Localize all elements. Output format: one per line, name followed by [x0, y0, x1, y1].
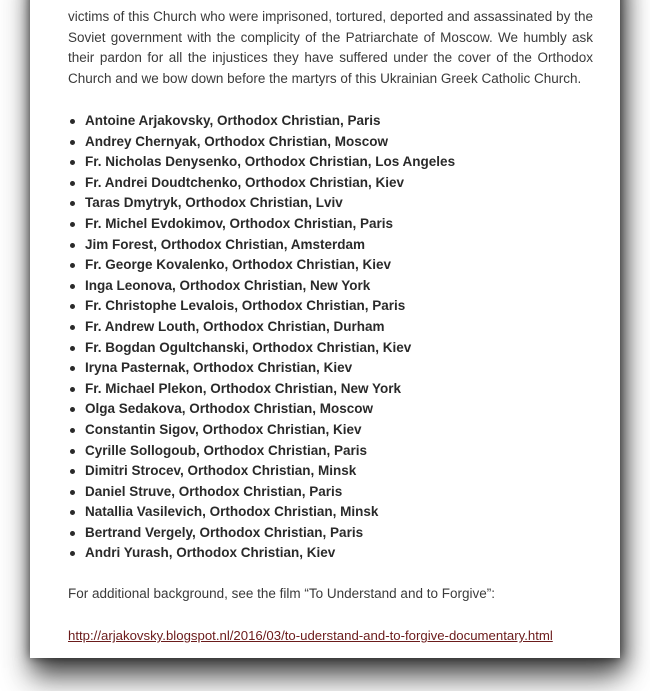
signer-name: Fr. Nicholas Denysenko, Orthodox Christian, Los Angeles — [85, 154, 456, 170]
bullet-icon — [70, 119, 75, 124]
signer-name: Fr. Michael Plekon, Orthodox Christian, New York — [85, 380, 402, 396]
signer-list-item — [68, 235, 593, 256]
signer-name: Fr. Andrew Louth, Orthodox Christian, Durham — [85, 318, 385, 334]
signer-list-item — [68, 111, 593, 132]
film-link[interactable]: http://arjakovsky.blogspot.nl/2016/03/to-uderstand-and-to-forgive-documentary.html — [68, 628, 553, 644]
signer-name: Taras Dmytryk, Orthodox Christian, Lviv — [85, 195, 343, 211]
signer-name: Andri Yurash, Orthodox Christian, Kiev — [85, 545, 336, 561]
signer-list-item — [68, 173, 593, 194]
signer-name: Daniel Struve, Orthodox Christian, Paris — [85, 483, 343, 499]
bullet-icon — [70, 449, 75, 454]
bullet-icon — [70, 243, 75, 248]
signer-list-item — [68, 420, 593, 441]
bullet-icon — [70, 325, 75, 330]
signer-list-item — [68, 193, 593, 214]
signer-name: Andrey Chernyak, Orthodox Christian, Moscow — [85, 133, 389, 149]
bullet-icon — [70, 387, 75, 392]
bullet-icon — [70, 428, 75, 433]
signer-list-item — [68, 317, 593, 338]
intro-paragraph: victims of this Church who were imprisoned, tortured, deported and assassinated by the Soviet government with the complicity of the Patriarchate of Moscow. We humbly ask their pardon for all the injustices they have suffered under the cover of the Orthodox Church and we bow down before the martyrs of this Ukrainian Greek Catholic Church. — [68, 9, 593, 86]
signer-name: Constantin Sigov, Orthodox Christian, Kiev — [85, 421, 362, 437]
signer-name: Fr. George Kovalenko, Orthodox Christian, Kiev — [85, 257, 392, 273]
signer-list-item — [68, 441, 593, 462]
bullet-icon — [70, 366, 75, 371]
signer-list-item — [68, 543, 593, 564]
bullet-icon — [70, 531, 75, 536]
bullet-icon — [70, 140, 75, 145]
signer-list-item — [68, 502, 593, 523]
signer-name: Antoine Arjakovsky, Orthodox Christian, Paris — [85, 113, 381, 128]
signer-name: Fr. Bogdan Ogultchanski, Orthodox Christian, Kiev — [85, 339, 412, 355]
signer-name: Fr. Michel Evdokimov, Orthodox Christian, Paris — [85, 215, 394, 231]
signer-list-item — [68, 255, 593, 276]
signer-list-item — [68, 214, 593, 235]
signer-name: Olga Sedakova, Orthodox Christian, Moscow — [85, 401, 374, 417]
signer-list-item — [68, 276, 593, 297]
signer-name: Fr. Christophe Levalois, Orthodox Christian, Paris — [85, 298, 406, 314]
bullet-icon — [70, 469, 75, 474]
signer-name: Bertrand Vergely, Orthodox Christian, Paris — [85, 524, 364, 540]
bullet-icon — [70, 222, 75, 227]
signer-list-item — [68, 379, 593, 400]
article-content — [68, 0, 593, 646]
bullet-icon — [70, 510, 75, 515]
signer-name: Jim Forest, Orthodox Christian, Amsterdam — [85, 236, 366, 252]
signer-list-item — [68, 152, 593, 173]
bullet-icon — [70, 346, 75, 351]
signer-list-item — [68, 132, 593, 153]
document-page — [30, 0, 620, 658]
bullet-icon — [70, 551, 75, 556]
signer-name: Iryna Pasternak, Orthodox Christian, Kiev — [85, 360, 353, 376]
signer-name: Dimitri Strocev, Orthodox Christian, Minsk — [85, 463, 357, 479]
signer-list-item — [68, 399, 593, 420]
signer-list-item — [68, 482, 593, 503]
signer-name: Cyrille Sollogoub, Orthodox Christian, Paris — [85, 442, 368, 458]
signer-list-item — [68, 338, 593, 359]
signer-name: Inga Leonova, Orthodox Christian, New York — [85, 277, 371, 293]
signer-list-item — [68, 523, 593, 544]
signer-name: Natallia Vasilevich, Orthodox Christian, Minsk — [85, 504, 379, 520]
signer-list-item — [68, 358, 593, 379]
bullet-icon — [70, 407, 75, 412]
bullet-icon — [70, 284, 75, 289]
signer-list-item — [68, 461, 593, 482]
bullet-icon — [70, 490, 75, 495]
signers-list — [68, 111, 593, 564]
bullet-icon — [70, 263, 75, 268]
signer-name: Fr. Andrei Doudtchenko, Orthodox Christian, Kiev — [85, 174, 405, 190]
signer-list-item — [68, 296, 593, 317]
bullet-icon — [70, 160, 75, 165]
bullet-icon — [70, 181, 75, 186]
background-note: For additional background, see the film “To Understand and to Forgive”: — [68, 586, 495, 602]
bullet-icon — [70, 201, 75, 206]
bullet-icon — [70, 304, 75, 309]
